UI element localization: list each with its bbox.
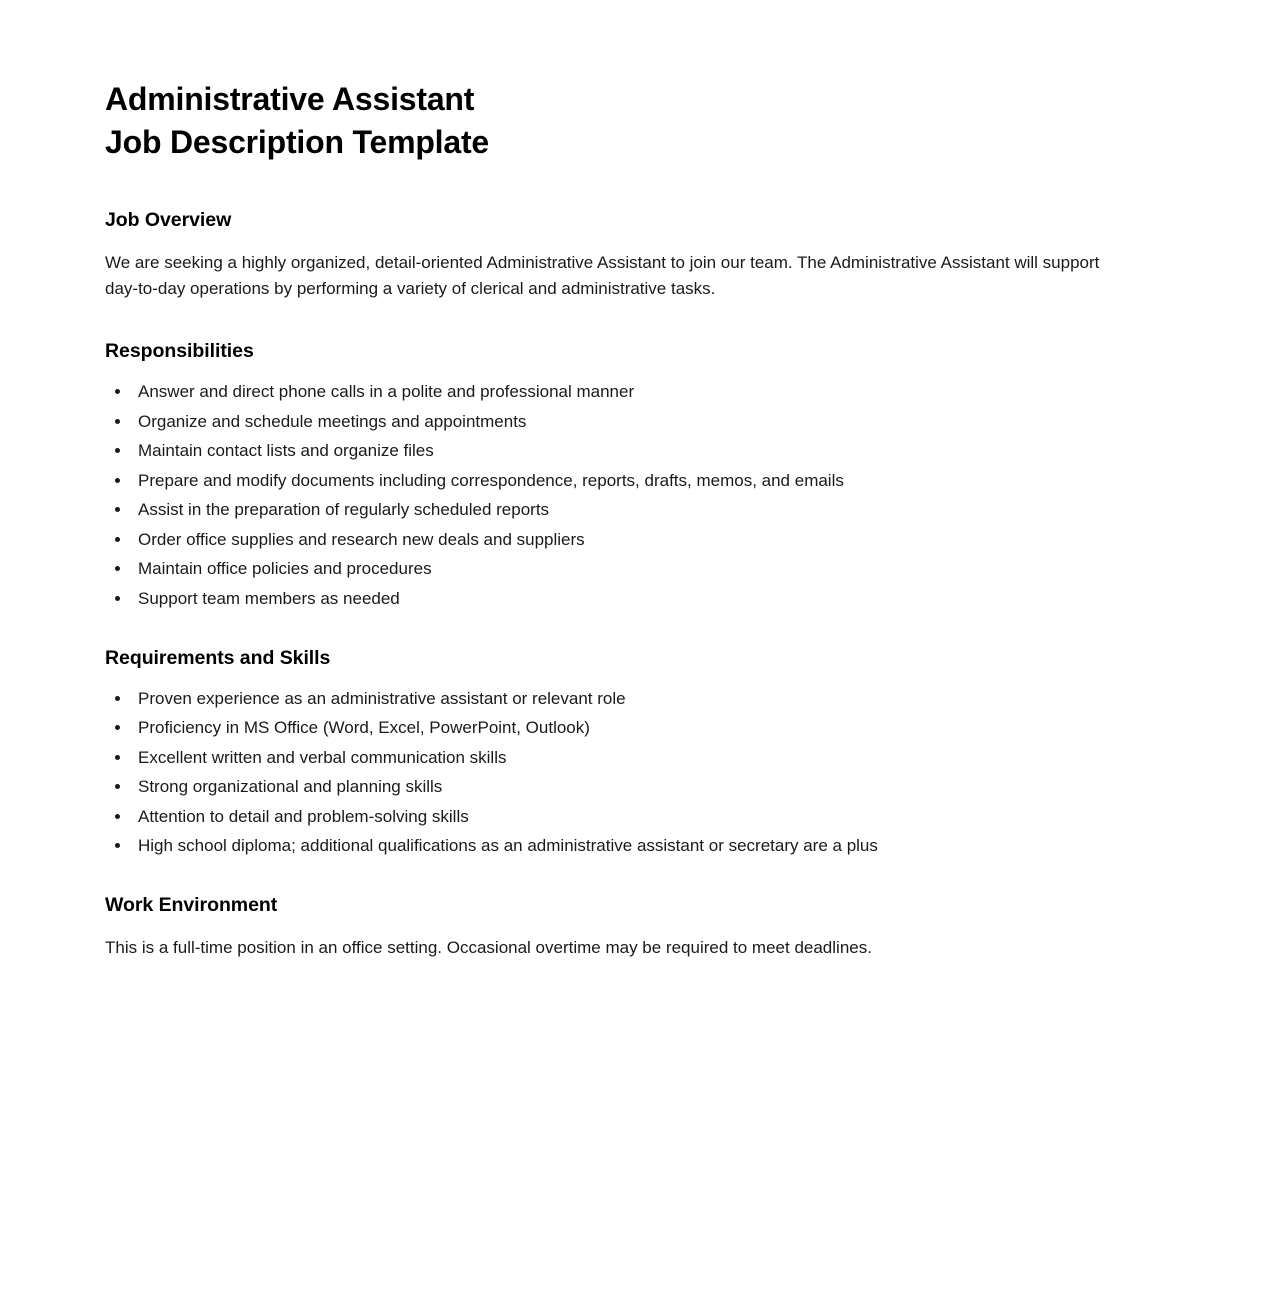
list-item: Strong organizational and planning skills: [105, 776, 1130, 797]
section-heading-requirements-and-skills: Requirements and Skills: [105, 646, 331, 669]
page-title: [105, 78, 1130, 164]
list-item: Organize and schedule meetings and appointments: [105, 411, 1130, 432]
section-heading-job-overview: Job Overview: [105, 209, 232, 231]
list-item: Assist in the preparation of regularly scheduled reports: [105, 499, 1130, 520]
section-paragraph-job-overview: We are seeking a highly organized, detail-oriented Administrative Assistant to join our team. The Administrative Assistant will support day-to-day operations by performing a variety of clerical and administrative tasks.: [105, 253, 1100, 298]
section-responsibilities: [105, 339, 1130, 609]
section-paragraph-work-environment: This is a full-time position in an office setting. Occasional overtime may be required to meet deadlines.: [105, 938, 872, 957]
section-job-overview: [105, 208, 1130, 302]
section-heading-work-environment: Work Environment: [105, 894, 278, 916]
list-item: Proven experience as an administrative assistant or relevant role: [105, 688, 1130, 709]
list-item: Maintain contact lists and organize files: [105, 440, 1130, 461]
section-requirements-and-skills: [105, 646, 1130, 857]
page-title-line-1: Administrative Assistant: [105, 81, 475, 117]
requirements-list: [105, 688, 1130, 857]
list-item: Excellent written and verbal communication skills: [105, 747, 1130, 768]
responsibilities-list: [105, 381, 1130, 609]
section-heading-responsibilities: Responsibilities: [105, 340, 254, 362]
list-item: Prepare and modify documents including correspondence, reports, drafts, memos, and emails: [105, 470, 1130, 491]
list-item: Answer and direct phone calls in a polite and professional manner: [105, 381, 1130, 402]
list-item: Support team members as needed: [105, 588, 1130, 609]
page-title-line-2: Job Description Template: [105, 124, 490, 160]
section-work-environment: [105, 893, 1130, 961]
list-item: Attention to detail and problem-solving skills: [105, 806, 1130, 827]
list-item: Order office supplies and research new deals and suppliers: [105, 529, 1130, 550]
list-item: Proficiency in MS Office (Word, Excel, PowerPoint, Outlook): [105, 717, 1130, 738]
list-item: Maintain office policies and procedures: [105, 558, 1130, 579]
list-item: High school diploma; additional qualifications as an administrative assistant or secretary are a plus: [105, 835, 1130, 856]
